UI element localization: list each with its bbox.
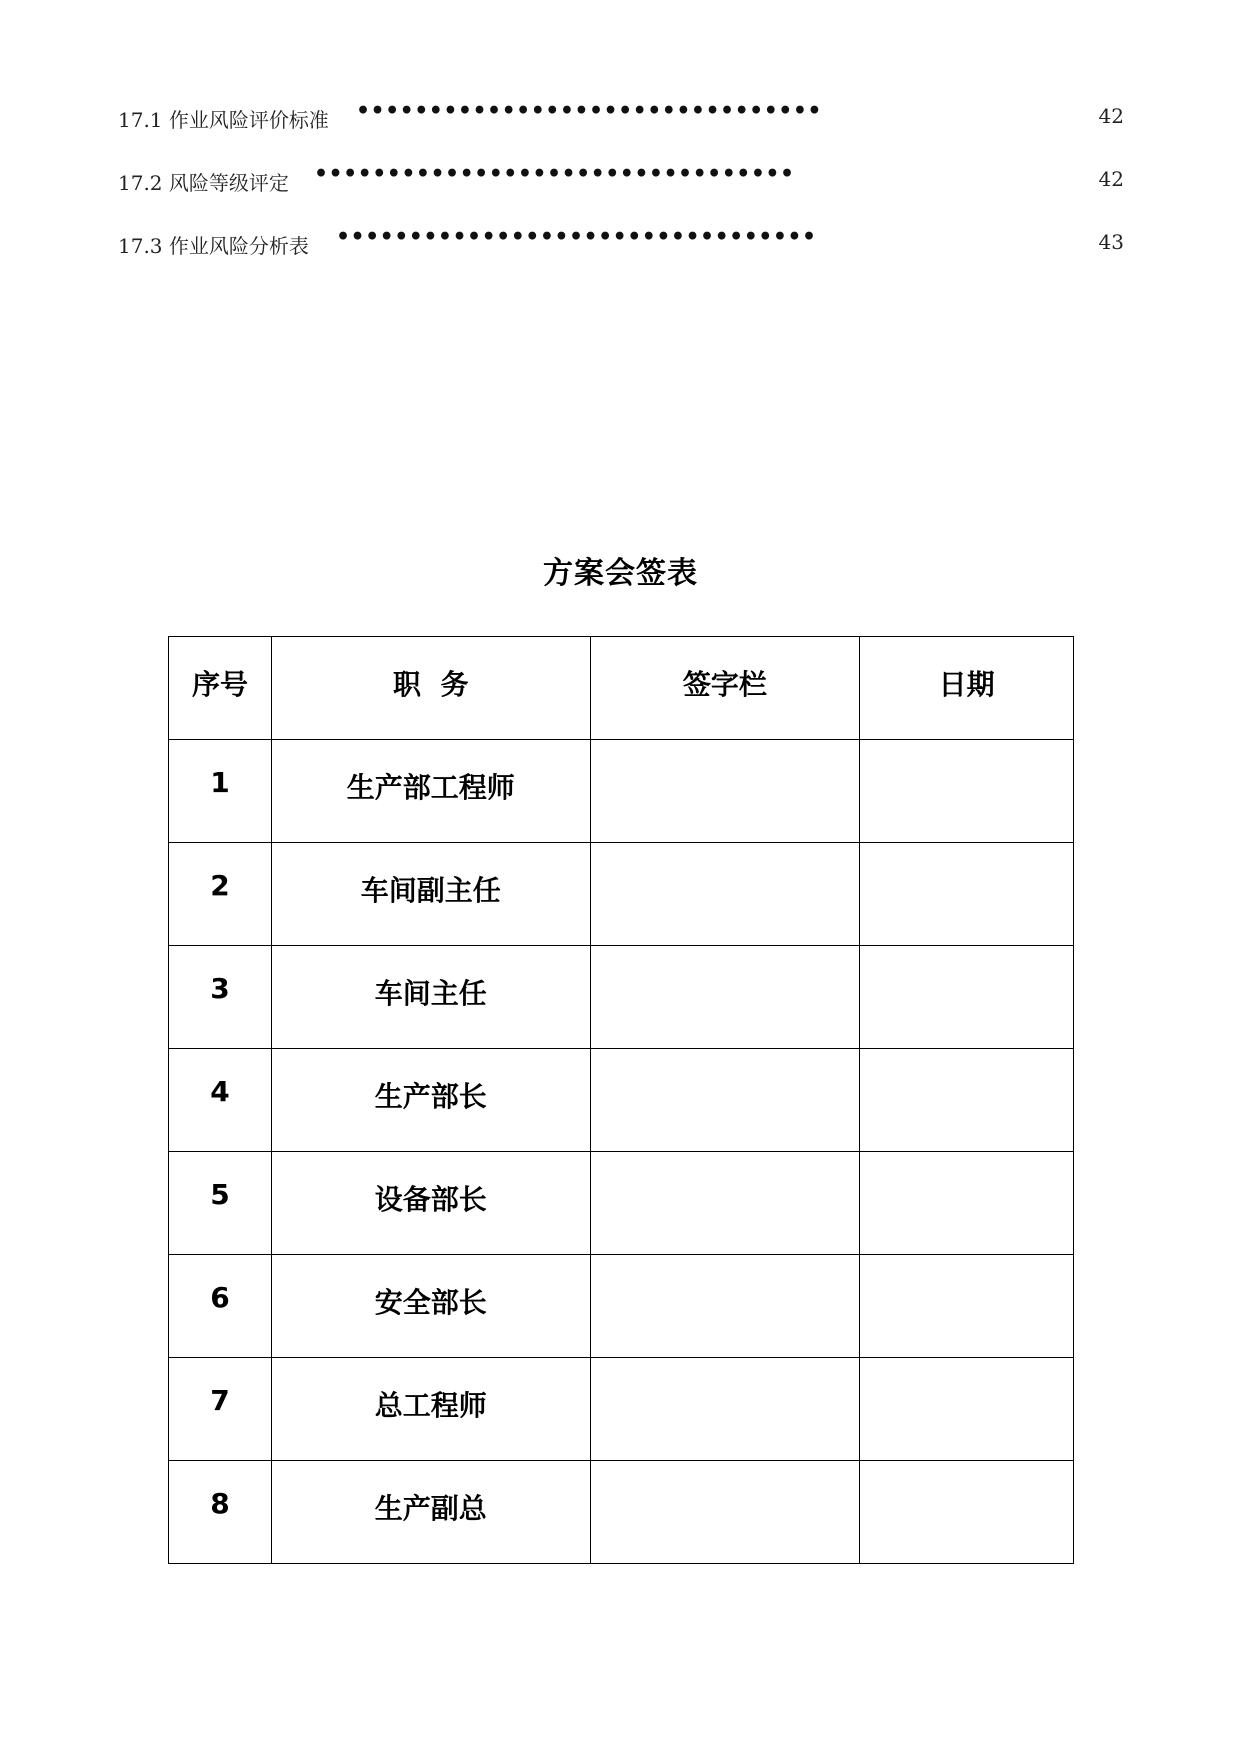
row-no: 6 xyxy=(169,1255,272,1358)
toc-entry-label: 17.3 作业风险分析表 xyxy=(118,234,309,258)
table-row xyxy=(169,1461,1074,1564)
date-cell[interactable] xyxy=(860,1461,1074,1564)
toc-entry-label: 17.2 风险等级评定 xyxy=(118,171,289,195)
row-no: 7 xyxy=(169,1358,272,1461)
date-cell[interactable] xyxy=(860,740,1074,843)
row-position: 设备部长 xyxy=(271,1152,590,1255)
signature-cell[interactable] xyxy=(590,1255,860,1358)
row-position: 生产部工程师 xyxy=(271,740,590,843)
signature-cell[interactable] xyxy=(590,1461,860,1564)
row-no: 2 xyxy=(169,843,272,946)
toc-leader-dots: ••••••••••••••••••••••••••••••••• xyxy=(314,161,795,187)
date-cell[interactable] xyxy=(860,1255,1074,1358)
header-position: 职 务 xyxy=(271,637,590,740)
signature-cell[interactable] xyxy=(590,1152,860,1255)
header-signature: 签字栏 xyxy=(590,637,860,740)
toc-entry[interactable] xyxy=(118,163,1124,226)
toc-page-number: 42 xyxy=(1098,104,1124,128)
date-cell[interactable] xyxy=(860,843,1074,946)
signature-cell[interactable] xyxy=(590,843,860,946)
header-no: 序号 xyxy=(169,637,272,740)
sign-table-title: 方案会签表 xyxy=(543,556,698,591)
toc-entry[interactable] xyxy=(118,226,1124,289)
row-position: 车间副主任 xyxy=(271,843,590,946)
date-cell[interactable] xyxy=(860,1358,1074,1461)
date-cell[interactable] xyxy=(860,1049,1074,1152)
row-position: 车间主任 xyxy=(271,946,590,1049)
header-date: 日期 xyxy=(860,637,1074,740)
table-row xyxy=(169,946,1074,1049)
date-cell[interactable] xyxy=(860,1152,1074,1255)
signature-cell[interactable] xyxy=(590,740,860,843)
table-row xyxy=(169,1358,1074,1461)
row-no: 4 xyxy=(169,1049,272,1152)
table-header-row xyxy=(169,637,1074,740)
table-row xyxy=(169,1152,1074,1255)
signature-cell[interactable] xyxy=(590,946,860,1049)
sign-table xyxy=(168,636,1074,1564)
row-position: 生产部长 xyxy=(271,1049,590,1152)
toc-leader-dots: •••••••••••••••••••••••••••••••• xyxy=(356,98,822,124)
row-position: 安全部长 xyxy=(271,1255,590,1358)
row-no: 1 xyxy=(169,740,272,843)
toc-page-number: 43 xyxy=(1098,230,1124,254)
toc-page-number: 42 xyxy=(1098,167,1124,191)
row-position: 生产副总 xyxy=(271,1461,590,1564)
toc-entry-label: 17.1 作业风险评价标准 xyxy=(118,108,329,132)
table-row xyxy=(169,1049,1074,1152)
row-position: 总工程师 xyxy=(271,1358,590,1461)
row-no: 5 xyxy=(169,1152,272,1255)
toc-entry[interactable] xyxy=(118,100,1124,163)
signature-cell[interactable] xyxy=(590,1358,860,1461)
toc-leader-dots: ••••••••••••••••••••••••••••••••• xyxy=(336,224,817,250)
table-row xyxy=(169,1255,1074,1358)
date-cell[interactable] xyxy=(860,946,1074,1049)
signature-cell[interactable] xyxy=(590,1049,860,1152)
table-row xyxy=(169,843,1074,946)
row-no: 8 xyxy=(169,1461,272,1564)
row-no: 3 xyxy=(169,946,272,1049)
table-of-contents xyxy=(118,100,1124,289)
table-row xyxy=(169,740,1074,843)
